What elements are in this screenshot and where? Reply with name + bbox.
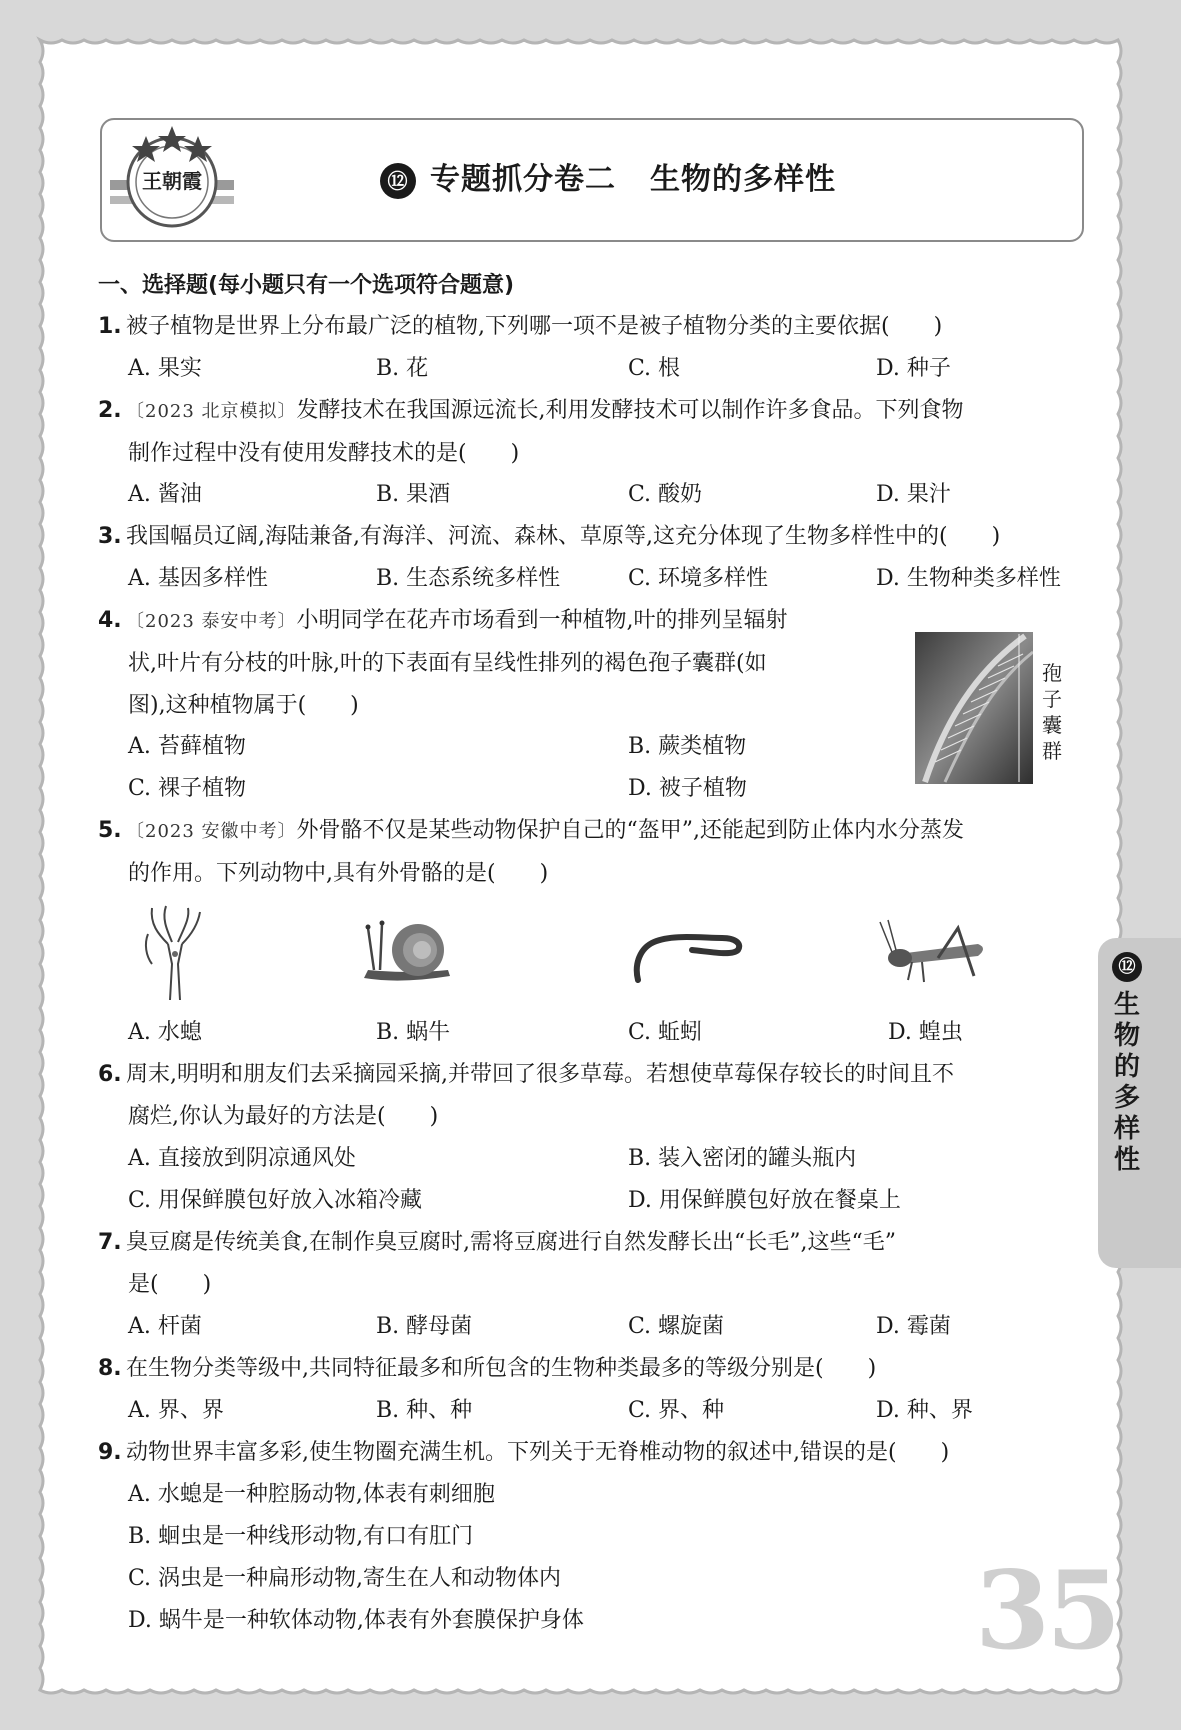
question-3: 3. 我国幅员辽阔,海陆兼备,有海洋、河流、森林、草原等,这充分体现了生物多样性中的( ): [98, 524, 1001, 549]
question-5: 5. 〔2023 安徽中考〕外骨骼不仅是某些动物保护自己的“盔甲”,还能起到防止体内水分蒸发 的作用。下列动物中,具有外骨骼的是( ): [98, 818, 965, 886]
option-a[interactable]: A. 水螅是一种腔肠动物,体表有刺细胞: [128, 1482, 495, 1507]
option-a[interactable]: A. 界、界: [128, 1398, 224, 1423]
option-a[interactable]: A. 基因多样性: [128, 566, 268, 591]
option-a[interactable]: A. 酱油: [128, 482, 202, 507]
question-1: 1. 被子植物是世界上分布最广泛的植物,下列哪一项不是被子植物分类的主要依据( ): [98, 314, 943, 339]
page-number: 35: [975, 1548, 1118, 1674]
question-text: 被子植物是世界上分布最广泛的植物,下列哪一项不是被子植物分类的主要依据( ): [126, 314, 943, 339]
option-c[interactable]: C. 酸奶: [628, 482, 703, 507]
option-b[interactable]: B. 生态系统多样性: [376, 566, 561, 591]
chapter-number-badge: ⑫: [1112, 952, 1142, 982]
page-title: [380, 150, 836, 210]
question-2-options: [128, 474, 1083, 516]
option-d[interactable]: D. 生物种类多样性: [876, 566, 1061, 591]
option-d[interactable]: D. 果汁: [876, 482, 951, 507]
snail-image: [360, 918, 456, 984]
option-a[interactable]: A. 杆菌: [128, 1314, 202, 1339]
option-d[interactable]: D. 蝗虫: [888, 1020, 963, 1045]
option-c[interactable]: C. 螺旋菌: [628, 1314, 725, 1339]
option-c[interactable]: C. 用保鲜膜包好放入冰箱冷藏: [128, 1188, 423, 1213]
option-b[interactable]: B. 装入密闭的罐头瓶内: [628, 1146, 857, 1171]
title-number-badge: ⑫: [380, 163, 416, 199]
chapter-side-tab[interactable]: [1098, 938, 1181, 1268]
option-c[interactable]: C. 蚯蚓: [628, 1020, 703, 1045]
question-5-options: [128, 1012, 1083, 1054]
question-7: 7. 臭豆腐是传统美食,在制作臭豆腐时,需将豆腐进行自然发酵长出“长毛”,这些“毛” 是( ): [98, 1230, 896, 1297]
option-d[interactable]: D. 种、界: [876, 1398, 973, 1423]
option-d[interactable]: D. 种子: [876, 356, 951, 381]
option-c[interactable]: C. 裸子植物: [128, 776, 247, 801]
fern-sorus-photo: [915, 632, 1033, 784]
option-a[interactable]: A. 直接放到阴凉通风处: [128, 1146, 356, 1171]
question-4: 4. 〔2023 泰安中考〕小明同学在花卉市场看到一种植物,叶的排列呈辐射 状,叶片有分枝的叶脉,叶的下表面有呈线性排列的褐色孢子囊群(如 图),这种植物属于( ): [98, 608, 788, 718]
option-a[interactable]: A. 果实: [128, 356, 202, 381]
option-a[interactable]: A. 水螅: [128, 1020, 202, 1045]
option-d[interactable]: D. 用保鲜膜包好放在餐桌上: [628, 1188, 901, 1213]
question-1-options: [128, 348, 1083, 390]
title-sub: 生物的多样性: [650, 162, 836, 197]
option-b[interactable]: B. 蜗牛: [376, 1020, 451, 1045]
question-6-options: [128, 1138, 1083, 1222]
brand-logo: [110, 122, 234, 234]
question-source: 〔2023 泰安中考〕: [126, 611, 297, 632]
option-c[interactable]: C. 根: [628, 356, 681, 381]
option-c[interactable]: C. 界、种: [628, 1398, 725, 1423]
option-c[interactable]: C. 环境多样性: [628, 566, 769, 591]
chapter-title: 生 物 的 多 样 性: [1113, 990, 1140, 1175]
hydra-image: [140, 904, 210, 1002]
option-d[interactable]: D. 被子植物: [628, 776, 747, 801]
question-8: 8. 在生物分类等级中,共同特征最多和所包含的生物种类最多的等级分别是( ): [98, 1356, 877, 1381]
question-6: 6. 周末,明明和朋友们去采摘园采摘,并带回了很多草莓。若想使草莓保存较长的时间且不 腐烂,你认为最好的方法是( ): [98, 1062, 954, 1129]
question-2: 2. 〔2023 北京模拟〕发酵技术在我国源远流长,利用发酵技术可以制作许多食品。下列食物 制作过程中没有使用发酵技术的是( ): [98, 398, 964, 466]
option-b[interactable]: B. 酵母菌: [376, 1314, 473, 1339]
earthworm-image: [632, 924, 744, 984]
option-b[interactable]: B. 种、种: [376, 1398, 473, 1423]
svg-text:王朝霞: 王朝霞: [142, 169, 202, 193]
question-3-options: [128, 558, 1083, 600]
question-9: 9. 动物世界丰富多彩,使生物圈充满生机。下列关于无脊椎动物的叙述中,错误的是( ): [98, 1440, 950, 1465]
title-main: 专题抓分卷二: [430, 162, 616, 197]
option-b[interactable]: B. 果酒: [376, 482, 451, 507]
option-c[interactable]: C. 涡虫是一种扁形动物,寄生在人和动物体内: [128, 1566, 562, 1591]
question-source: 〔2023 北京模拟〕: [126, 401, 297, 422]
figure-label-sorus: 孢 子 囊 群: [1042, 661, 1062, 763]
section-heading: 一、选择题(每小题只有一个选项符合题意): [98, 273, 515, 298]
question-8-options: [128, 1390, 1083, 1432]
option-d[interactable]: D. 蜗牛是一种软体动物,体表有外套膜保护身体: [128, 1608, 584, 1633]
option-d[interactable]: D. 霉菌: [876, 1314, 951, 1339]
question-source: 〔2023 安徽中考〕: [126, 821, 297, 842]
question-4-options: [128, 726, 908, 810]
grasshopper-image: [878, 918, 990, 988]
option-a[interactable]: A. 苔藓植物: [128, 734, 246, 759]
question-7-options: [128, 1306, 1083, 1348]
option-b[interactable]: B. 蕨类植物: [628, 734, 747, 759]
option-b[interactable]: B. 花: [376, 356, 429, 381]
option-b[interactable]: B. 蛔虫是一种线形动物,有口有肛门: [128, 1524, 474, 1549]
